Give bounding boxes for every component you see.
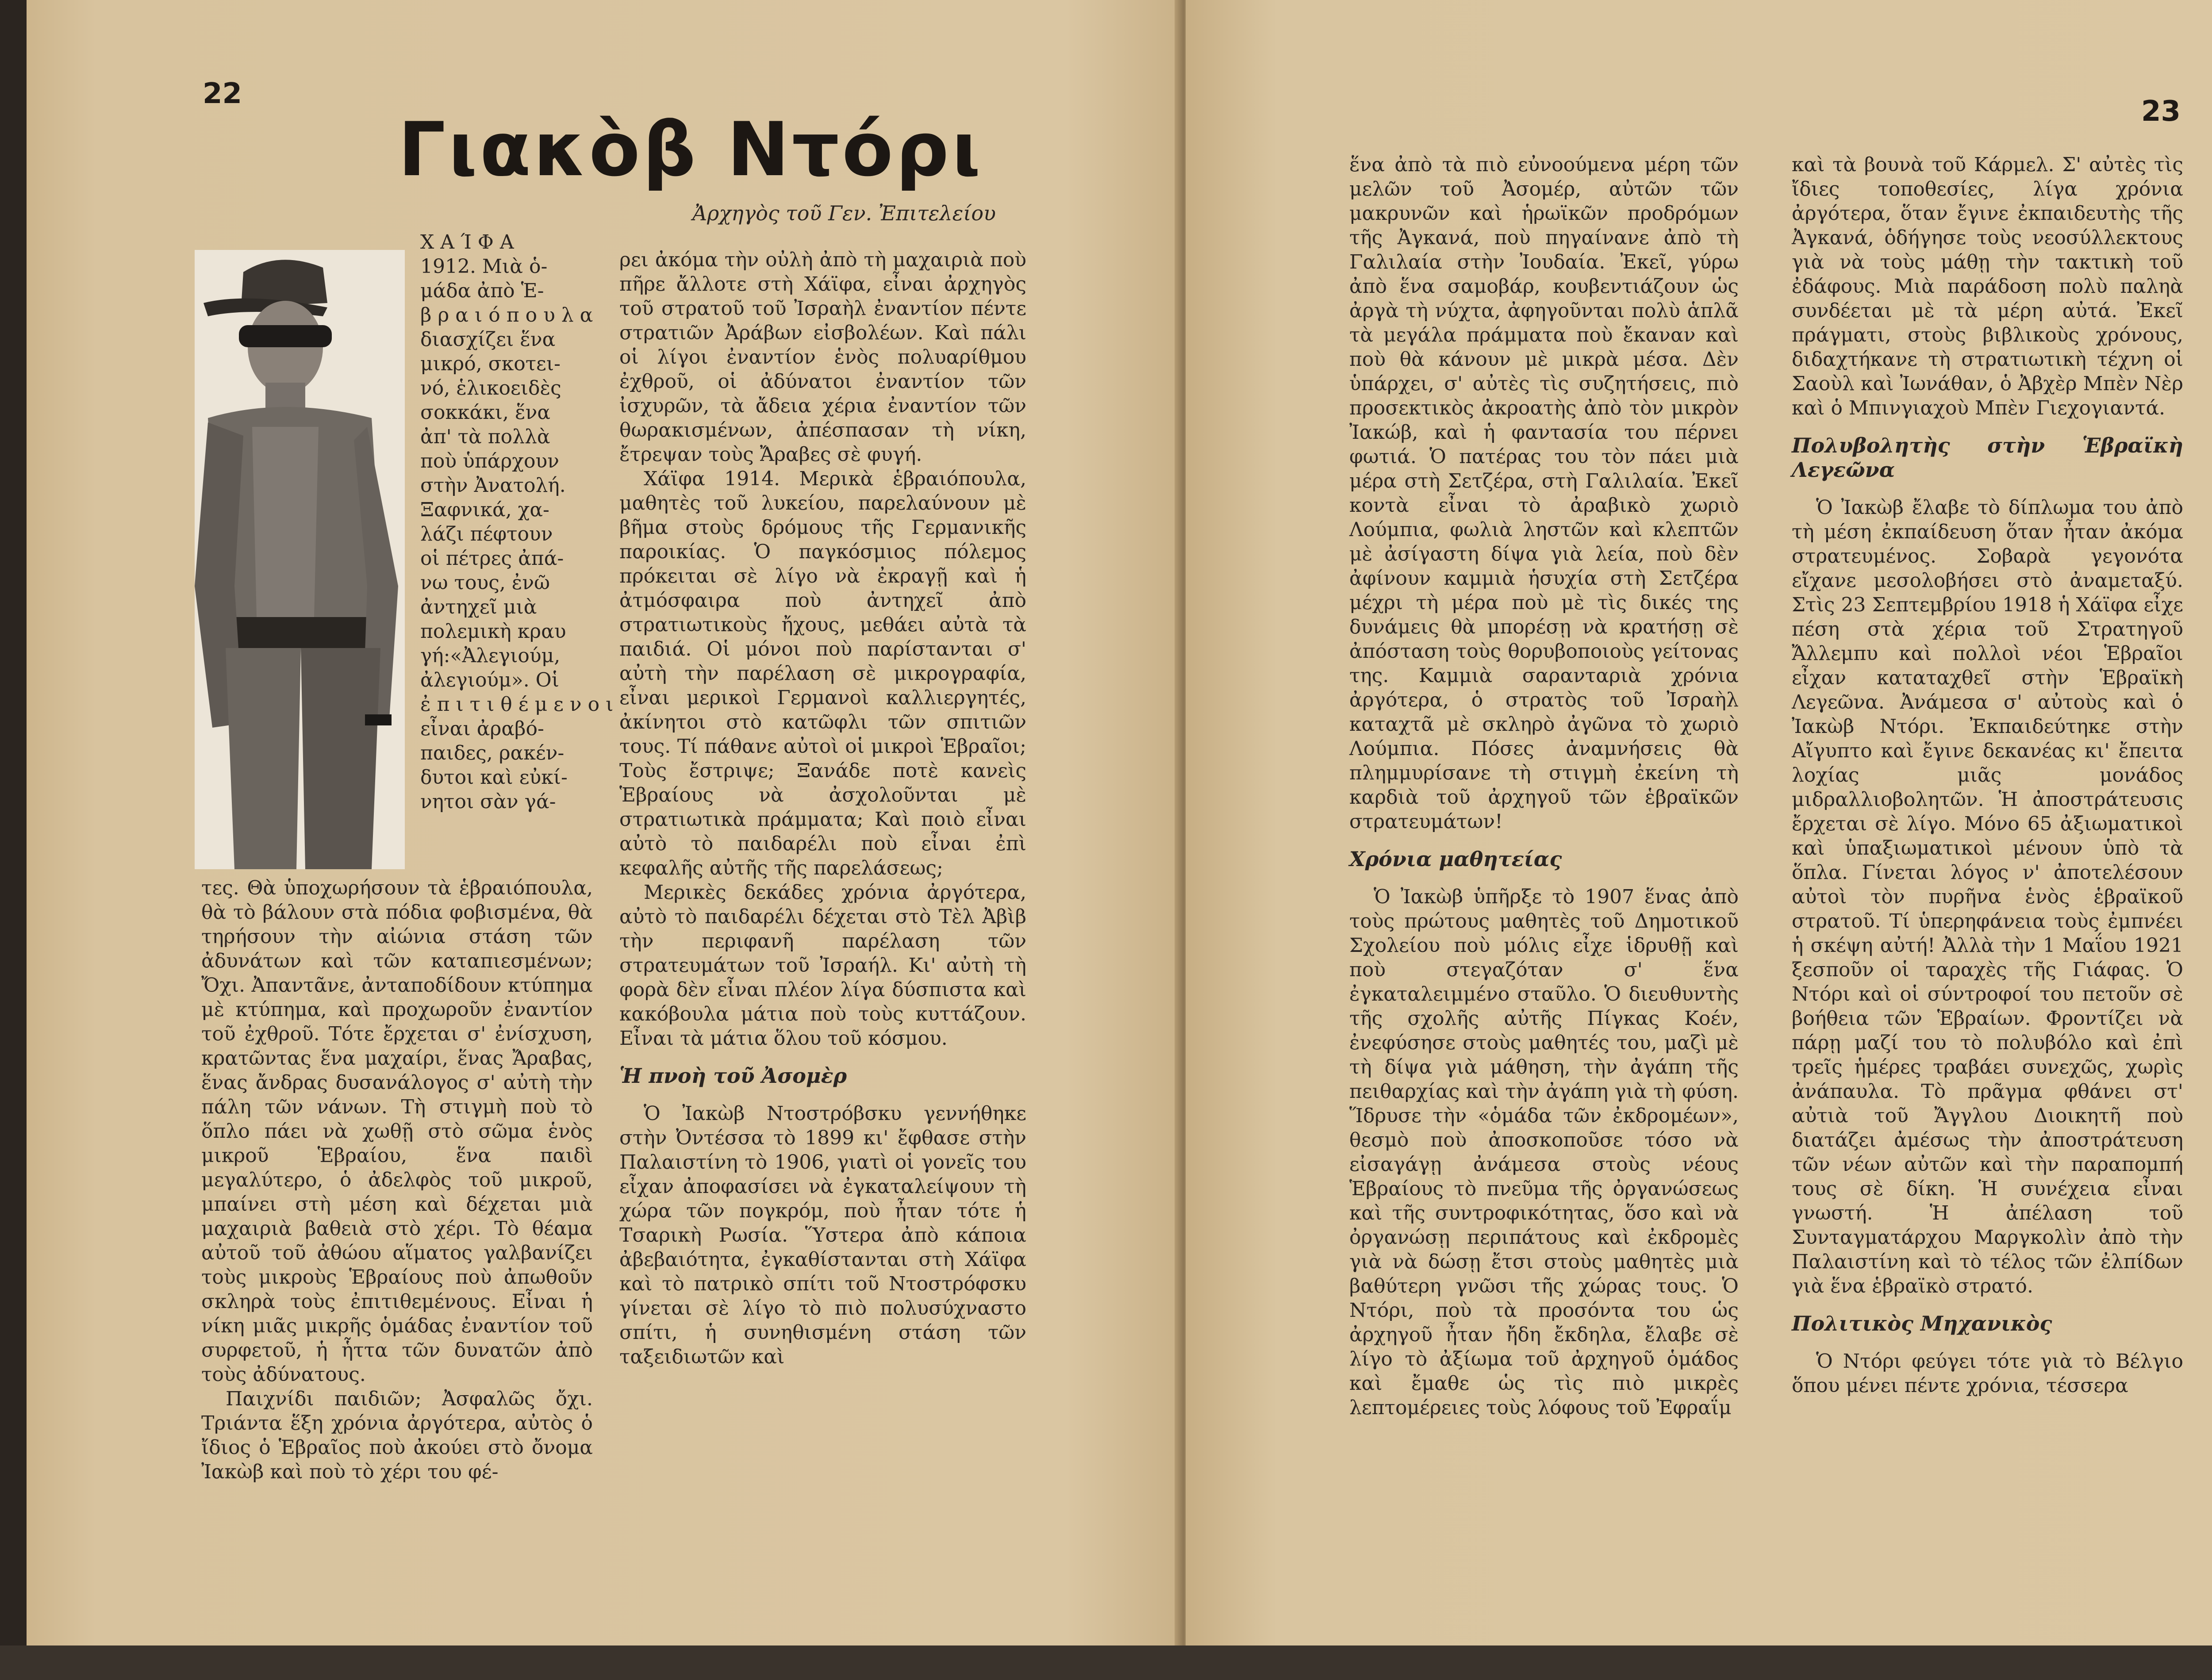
page-number-right: 23 [2141, 95, 2181, 128]
section-heading: Ἡ πνοὴ τοῦ Ἀσομὲρ [619, 1064, 847, 1088]
text-line: λάζι πέφτουν [420, 523, 553, 545]
text-line: δυτοι καὶ εὐκί- [420, 766, 568, 789]
paragraph: Ὁ Ἰακὼβ Ντοστρόβσκυ γεννήθηκε στὴν Ὀντέσσα τὸ 1899 κι' ἔφθασε στὴν Παλαιστίνη τὸ 1906, γιατὶ οἱ γονεῖς του εἶχαν ἀποφασίσει νὰ ἐγκαταλείψουν τὴ χώρα τῶν πογκρόμ, ποὺ ἦταν τότε ἡ Τσαρικὴ Ρωσία. Ὕστερα ἀπὸ κάποια ἀβεβαιότητα, ἐγκαθίστανται στὴ Χάϊφα καὶ τὸ πατρικὸ σπίτι τοῦ Ντοστρόφσκυ γίνεται σὲ λίγο τὸ πιὸ πολυσύχναστο σπίτι, ἡ συνηθισμένη στάση τῶν ταξειδιωτῶν καὶ [619, 1102, 1026, 1368]
section-heading: Πολυβολητὴς στὴν Ἑβραϊκὴ Λεγεῶνα [1792, 433, 2183, 482]
text-line: ἀπ' τὰ πολλὰ [420, 426, 550, 448]
article-title: Γιακὸβ Ντόρι [398, 106, 983, 193]
column-4 [1792, 153, 2183, 1398]
text-line: β ρ α ι ό π ο υ λ α [420, 304, 593, 326]
text-line: οἱ πέτρες ἀπά- [420, 547, 564, 570]
paragraph: τες. Θὰ ὑποχωρήσουν τὰ ἑβραιόπουλα, θὰ τὸ βάλουν στὰ πόδια φοβισμένα, θὰ τηρήσουν τὴν αἰώνια στάση τῶν ἀδυνάτων καὶ τῶν καταπιεσμένων; Ὄχι. Ἀπαντᾶνε, ἀνταποδίδουν κτύπημα μὲ κτύπημα, καὶ προχωροῦν ἐναντίον τοῦ ἐχθροῦ. Τότε ἔρχεται σ' ἐνίσχυση, κρατῶντας ἕνα μαχαίρι, ἕνας Ἄραβας, ἕνας ἄνδρας δυσανάλογος σ' αὐτὴ τὴν πάλη τῶν νάνων. Τὴ στιγμὴ ποὺ τὸ ὅπλο πάει νὰ χωθῇ στὸ σῶμα ἑνὸς μικροῦ Ἑβραίου, ἕνα παιδὶ μεγαλύτερο, ὁ ἀδελφὸς τοῦ μικροῦ, μπαίνει στὴ μέση καὶ δέχεται μιὰ μαχαιριὰ βαθειὰ στὸ χέρι. Τὸ θέαμα αὐτοῦ τοῦ ἀθώου αἵματος γαλβανίζει τοὺς μικροὺς Ἑβραίους ποὺ ἀπωθοῦν σκληρὰ τοὺς ἐπιτιθεμένους. Εἶναι ἡ νίκη μιᾶς μικρῆς ὁμάδας ἐναντίον τοῦ συρφετοῦ, ἡ ἧττα τῶν δυνατῶν ἀπὸ τοὺς ἀδύνατους. [201, 877, 593, 1386]
paragraph: Ὁ Ντόρι φεύγει τότε γιὰ τὸ Βέλγιο ὅπου μένει πέντε χρόνια, τέσσερα [1792, 1350, 2183, 1397]
paragraph: Ὁ Ἰακὼβ ἔλαβε τὸ δίπλωμα του ἀπὸ τὴ μέση ἐκπαίδευση ὅταν ἦταν ἀκόμα στρατευμένος. Σοβαρὰ γεγονότα εἴχανε μεσολοβήσει στὸ ἀναμεταξύ. Στὶς 23 Σεπτεμβρίου 1918 ἡ Χάϊφα εἶχε πέση στὰ χέρια τοῦ Στρατηγοῦ Ἄλλεμπυ καὶ πολλοὶ νέοι Ἑβραῖοι εἶχαν καταταχθεῖ στὴν Ἑβραϊκὴ Λεγεῶνα. Ἀνάμεσα σ' αὐτοὺς καὶ ὁ Ἰακὼβ Ντόρι. Ἐκπαιδεύτηκε στὴν Αἴγυπτο καὶ ἔγινε δεκανέας κι' ἔπειτα λοχίας μιᾶς μονάδος μιδραλλιοβολητῶν. Ἡ ἀποστράτευσις ἔρχεται σὲ λίγο. Μόνο 65 ἀξιωματικοὶ καὶ ὑπαξιωματικοὶ μένουν ὑπὸ τὰ ὅπλα. Γίνεται λόγος ν' ἀποτελέσουν αὐτοὶ τὸν πυρῆνα ἑνὸς ἑβραϊκοῦ στρατοῦ. Τί ὑπερηφάνεια τοὺς ἐμπνέει ἡ σκέψη αὐτή! Ἀλλὰ τὴν 1 Μαΐου 1921 ξεσποῦν οἱ ταραχὲς τῆς Γιάφας. Ὁ Ντόρι καὶ οἱ σύντροφοί του πετοῦν σὲ βοήθεια τῶν Ἑβραίων. Φροντίζει νὰ πάρῃ μαζί του τὸ πολυβόλο καὶ ἐπὶ τρεῖς ἡμέρες τραβάει συνεχῶς, χωρὶς ἀνάπαυλα. Τὸ πρᾶγμα φθάνει στ' αὐτιὰ τοῦ Ἄγγλου Διοικητῆ ποὺ διατάζει ἀμέσως τὴν ἀποστράτευση τῶν νέων αὐτῶν καὶ τὴν παραπομπή τους σὲ δίκη. Ἡ συνέχεια εἶναι γνωστή. Ἡ ἀπέλαση τοῦ Συνταγματάρχου Μαργκολὶν ἀπὸ τὴν Παλαιστίνη καὶ τὸ τέλος τῶν ἐλπίδων γιὰ ἕνα ἑβραϊκὸ στρατό. [1792, 496, 2183, 1297]
text-line: εἶναι ἀραβό- [420, 717, 544, 740]
paragraph: Μερικὲς δεκάδες χρόνια ἀργότερα, αὐτὸ τὸ παιδαρέλι δέχεται στὸ Τὲλ Ἀβὶβ τὴν περιφανῆ παρέλαση τῶν στρατευμάτων τοῦ Ἰσραήλ. Κι' αὐτὴ τὴ φορὰ δὲν εἶναι πλέον λίγα δύσπιστα καὶ κακόβουλα μάτια ποὺ τοὺς κυττάζουν. Εἶναι τὰ μάτια ὅλου τοῦ κόσμου. [619, 881, 1026, 1050]
text-line: παιδες, ρακέν- [420, 742, 565, 764]
column-2 [619, 248, 1026, 1369]
paragraph: καὶ τὰ βουνὰ τοῦ Κάρμελ. Σ' αὐτὲς τὶς ἴδιες τοποθεσίες, λίγα χρόνια ἀργότερα, ὅταν ἔγινε ἐκπαιδευτὴς τῆς Ἀγκανά, ὁδήγησε τοὺς νεοσύλλεκτους γιὰ νὰ τοὺς μάθῃ τὴν τακτικὴ τοῦ ἐδάφους. Μιὰ παράδοση πολὺ παληὰ συνδέεται μὲ τὰ μέρη αὐτά. Ἐκεῖ πράγματι, στοὺς βιβλικοὺς χρόνους, διδαχτήκανε τὴ στρατιωτικὴ τέχνη οἱ Σαοὺλ καὶ Ἰωνάθαν, ὁ Ἀβχὲρ Μπὲν Νὲρ καὶ ὁ Μπινγιαχοὺ Μπὲν Γιεχογιαντά. [1792, 153, 2183, 419]
text-line: μικρό, σκοτει- [420, 353, 561, 375]
text-line: ποὺ ὑπάρχουν [420, 450, 560, 472]
text-line: νό, ἑλικοειδὲς [420, 377, 561, 399]
paragraph: ἕνα ἀπὸ τὰ πιὸ εὐνοούμενα μέρη τῶν μελῶν τοῦ Ἀσομέρ, αὐτῶν τῶν μακρυνῶν καὶ ἡρωϊκῶν προδρόμων τῆς Ἀγκανά, ποὺ πηγαίνανε ἀπὸ τὴ Γαλιλαία στὴν Ἰουδαία. Ἐκεῖ, γύρω ἀπὸ ἕνα σαμοβάρ, κουβεντιάζουν ὡς ἀργὰ τὴ νύχτα, ἀφηγοῦνται πολὺ ἁπλᾶ τὰ μεγάλα πράμματα ποὺ ἔκαναν καὶ ποὺ θὰ κάνουν μὲ μικρὰ μέσα. Δὲν ὑπάρχει, σ' αὐτὲς τὶς συζητήσεις, πιὸ προσεκτικὸς ἀκροατὴς ἀπὸ τὸν μικρὸν Ἰακώβ, καὶ ἡ φαντασία του πέρνει φωτιά. Ὁ πατέρας του τὸν πάει μιὰ μέρα στὴ Σετζέρα, στὴ Γαλιλαία. Ἐκεῖ κοντὰ εἶναι τὸ ἀραβικὸ χωριὸ Λούμπια, φωλιὰ ληστῶν καὶ κλεπτῶν μὲ ἀσίγαστη δίψα γιὰ λεία, ποὺ δὲν ἀφίνουν καμμιὰ ἡσυχία στὴ Σετζέρα μέχρι τὴ μέρα ποὺ μὲ τὶς δικές της δυνάμεις θὰ μπορέσῃ νὰ κρατήσῃ σὲ ἀπόσταση τοὺς θορυβοποιοὺς γείτονας της. Καμμιὰ σαρανταριὰ χρόνια ἀργότερα, ὁ στρατὸς τοῦ Ἰσραὴλ καταχτᾶ μὲ σκληρὸ ἀγῶνα τὸ χωριὸ Λούμπια. Πόσες ἀναμνήσεις θὰ πλημμυρίσανε τὴ στιγμὴ ἐκείνη τὴ καρδιὰ τοῦ ἀρχηγοῦ τῶν ἑβραϊκῶν στρατευμάτων! [1349, 153, 1739, 833]
section-heading: Πολιτικὸς Μηχανικὸς [1792, 1312, 2052, 1335]
page-number-left: 22 [203, 77, 242, 110]
paragraph: Χάϊφα 1914. Μερικὰ ἑβραιόπουλα, μαθητὲς τοῦ λυκείου, παρελαύνουν μὲ βῆμα στοὺς δρόμους τῆς Γερμανικῆς παροικίας. Ὁ παγκόσμιος πόλεμος πρόκειται σὲ λίγο νὰ ἐκραγῇ καὶ ἡ ἀτμόσφαιρα ποὺ ἀντηχεῖ ἀπὸ στρατιωτικοὺς ἤχους, μεθάει αὐτὰ τὰ παιδιά. Οἱ μόνοι ποὺ παρίστανται σ' αὐτὴ τὴν παρέλαση σὲ μικρογραφία, εἶναι μερικοὶ Γερμανοὶ καλλιεργητές, ἀκίνητοι στὸ κατῶφλι τῶν σπιτιῶν τους. Τί πάθανε αὐτοὶ οἱ μικροὶ Ἑβραῖοι; Τοὺς ἔστριψε; Ξανάδε ποτὲ κανεὶς Ἑβραίους νὰ ἀσχολοῦνται μὲ στρατιωτικὰ πράμματα; Καὶ ποιὸ εἶναι αὐτὸ τὸ παιδαρέλι ποὺ εἶναι ἐπὶ κεφαλῆς αὐτῆς τῆς παρελάσεως; [619, 468, 1026, 879]
text-line: ἐ π ι τ ι θ έ μ ε ν ο ι [420, 693, 614, 716]
text-line: Ξαφνικά, χα- [420, 499, 549, 521]
text-line: πολεμικὴ κραυ [420, 620, 566, 643]
text-line: νω τους, ἐνῶ [420, 572, 550, 594]
text-line: γή:«Ἀλεγιούμ, [420, 644, 561, 667]
text-line: νητοι σὰν γά- [420, 790, 556, 813]
scan-edge-bottom [0, 1645, 2212, 1680]
text-line: Χ Α Ί Φ Α [420, 231, 514, 253]
paragraph: Παιχνίδι παιδιῶν; Ἀσφαλῶς ὄχι. Τριάντα ἕξη χρόνια ἀργότερα, αὐτὸς ὁ ἴδιος ὁ Ἑβραῖος ποὺ ἀκούει στὸ ὄνομα Ἰακὼβ καὶ ποὺ τὸ χέρι του φέ- [201, 1388, 593, 1483]
text-line: στὴν Ἀνατολή. [420, 474, 566, 497]
article-subtitle: Ἀρχηγὸς τοῦ Γεν. Ἐπιτελείου [692, 201, 996, 225]
section-heading: Χρόνια μαθητείας [1349, 847, 1562, 871]
text-line: 1912. Μιὰ ὁ- [420, 255, 548, 278]
text-line: μάδα ἀπὸ Ἑ- [420, 280, 544, 302]
column-3 [1349, 153, 1739, 1420]
portrait-photo [195, 250, 405, 869]
paragraph: Ὁ Ἰακὼβ ὑπῆρξε τὸ 1907 ἕνας ἀπὸ τοὺς πρώτους μαθητὲς τοῦ Δημοτικοῦ Σχολείου ποὺ μόλις εἶχε ἱδρυθῇ καὶ ποὺ στεγαζόταν σ' ἕνα ἐγκαταλειμμένο σταῦλο. Ὁ διευθυντὴς τῆς σχολῆς αὐτῆς Πίγκας Κοέν, ἐνεφύσησε στοὺς μαθητές του, μαζὶ μὲ τὴ δίψα γιὰ μάθηση, τὴν ἀγάπη τῆς πειθαρχίας καὶ τὴν ἀγάπη γιὰ τὴ φύση. Ἵδρυσε τὴν «ὁμάδα τῶν ἐκδρομέων», θεσμὸ ποὺ ἀποσκοποῦσε τόσο νὰ εἰσαγάγῃ ἀνάμεσα στοὺς νέους Ἑβραίους τὸ πνεῦμα τῆς ὀργανώσεως καὶ τῆς συντροφικότητας, ὅσο καὶ νὰ ὀργανώσῃ περιπάτους καὶ ἐκδρομὲς γιὰ νὰ δώσῃ ἔτσι στοὺς μαθητὲς μιὰ βαθύτερη γνῶσι τῆς χώρας τους. Ὁ Ντόρι, ποὺ τὰ προσόντα του ὡς ἀρχηγοῦ ἦταν ἤδη ἔκδηλα, ἔλαβε σὲ λίγο τὸ ἀξίωμα τοῦ ἀρχηγοῦ ὁμάδος καὶ ἔμαθε ὡς τὶς πιὸ μικρὲς λεπτομέρειες τοὺς λόφους τοῦ Ἐφραΐμ [1349, 886, 1739, 1419]
soldier-figure-icon [195, 250, 405, 869]
text-beside-photo [420, 230, 614, 814]
paragraph: ρει ἀκόμα τὴν οὐλὴ ἀπὸ τὴ μαχαιριὰ ποὺ πῆρε ἄλλοτε στὴ Χάϊφα, εἶναι ἀρχηγὸς τοῦ στρατοῦ τοῦ Ἰσραὴλ ἐναντίον πέντε στρατιῶν Ἀράβων εἰσβολέων. Καὶ πάλι οἱ λίγοι ἐναντίον ἑνὸς πολυαρίθμου ἐχθροῦ, οἱ ἀδύνατοι ἐναντίον τῶν ἰσχυρῶν, τὰ ἄδεια χέρια ἐναντίον τῶν θωρακισμένων, ἀπέσπασαν τὴ νίκη, ἔτρεψαν τοὺς Ἄραβες σὲ φυγή. [619, 249, 1026, 466]
column-1 [201, 876, 593, 1484]
text-line: ἀντηχεῖ μιὰ [420, 596, 537, 618]
text-line: ἀλεγιούμ». Οἱ [420, 669, 559, 691]
text-line: διασχίζει ἕνα [420, 328, 556, 351]
text-line: σοκκάκι, ἕνα [420, 401, 551, 424]
